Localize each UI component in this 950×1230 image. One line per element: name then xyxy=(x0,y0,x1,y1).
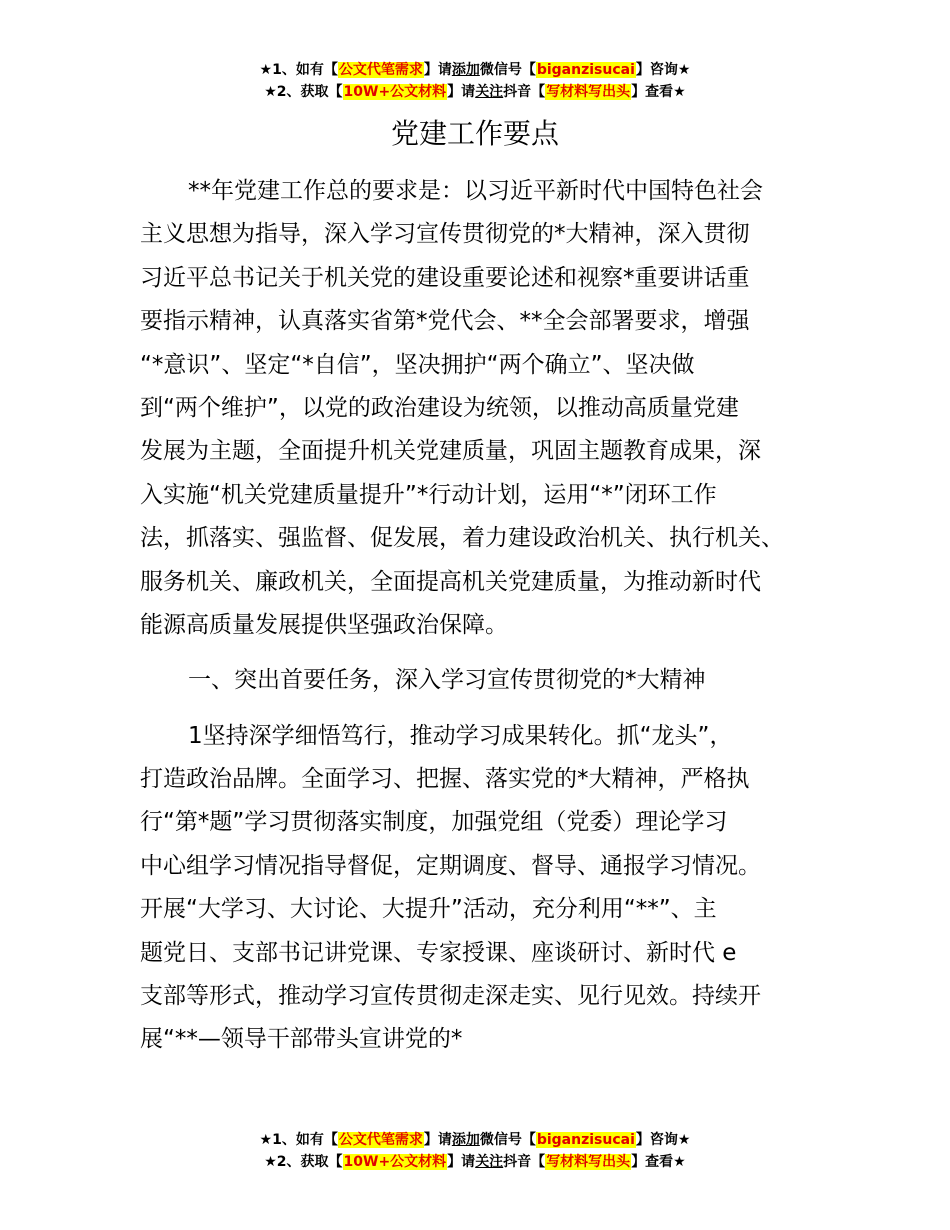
banner-highlight: 写材料写出头 xyxy=(546,1154,631,1170)
banner-line-1: ★1、如有【公文代笔需求】请添加微信号【biganzisucai】咨询★ xyxy=(259,1132,691,1148)
banner-highlight: 公文代笔需求 xyxy=(338,1132,423,1148)
banner-highlight: biganzisucai xyxy=(536,62,635,78)
text-line: “*意识”、坚定“*自信”，坚决拥护“两个确立”、坚决做 xyxy=(140,351,695,378)
text-line: 展“**—领导干部带头宣讲党的* xyxy=(140,1026,463,1053)
text-line: 中心组学习情况指导督促，定期调度、督导、通报学习情况。 xyxy=(140,852,761,879)
header-banner xyxy=(0,59,950,103)
banner-highlight: 公文代笔需求 xyxy=(338,62,423,78)
text-line: 能源高质量发展提供坚强政治保障。 xyxy=(140,611,508,638)
document-body xyxy=(140,170,820,1062)
text-line: 服务机关、廉政机关，全面提高机关党建质量，为推动新时代 xyxy=(140,568,761,595)
banner-highlight: 10W+公文材料 xyxy=(343,1154,447,1170)
text-line: **年党建工作总的要求是：以习近平新时代中国特色社会 xyxy=(188,178,763,204)
heading-line: 一、突出首要任务，深入学习宣传贯彻党的*大精神 xyxy=(188,667,706,694)
section-heading xyxy=(140,659,820,702)
text-line: 要指示精神，认真落实省第*党代会、**全会部署要求，增强 xyxy=(140,308,750,335)
paragraph-item-1 xyxy=(140,715,820,1062)
banner-highlight: biganzisucai xyxy=(536,1132,635,1148)
text-line: 法，抓落实、强监督、促发展，着力建设政治机关、执行机关、 xyxy=(140,525,784,552)
text-line: 题党日、支部书记讲党课、专家授课、座谈研讨、新时代 e xyxy=(140,939,737,966)
text-line: 1坚持深学细悟笃行，推动学习成果转化。抓“龙头”， xyxy=(188,722,733,749)
text-line: 到“两个维护”，以党的政治建设为统领，以推动高质量党建 xyxy=(140,394,739,421)
text-line: 行“第*题”学习贯彻落实制度，加强党组（党委）理论学习 xyxy=(140,809,728,836)
banner-line-2: ★2、获取【10W+公文材料】请关注抖音【写材料写出头】查看★ xyxy=(264,84,686,100)
footer-banner xyxy=(0,1129,950,1173)
text-line: 打造政治品牌。全面学习、把握、落实党的*大精神，严格执 xyxy=(140,766,750,793)
banner-line-2: ★2、获取【10W+公文材料】请关注抖音【写材料写出头】查看★ xyxy=(264,1154,686,1170)
text-line: 支部等形式，推动学习宣传贯彻走深走实、见行见效。持续开 xyxy=(140,983,761,1010)
text-line: 发展为主题，全面提升机关党建质量，巩固主题教育成果，深 xyxy=(140,438,761,465)
text-line: 主义思想为指导，深入学习宣传贯彻党的*大精神，深入贯彻 xyxy=(140,221,750,248)
banner-line-1: ★1、如有【公文代笔需求】请添加微信号【biganzisucai】咨询★ xyxy=(259,62,691,78)
text-line: 开展“大学习、大讨论、大提升”活动，充分利用“**”、主 xyxy=(140,896,717,923)
paragraph-intro xyxy=(140,170,820,647)
banner-highlight: 写材料写出头 xyxy=(546,84,631,100)
banner-highlight: 10W+公文材料 xyxy=(343,84,447,100)
text-line: 习近平总书记关于机关党的建设重要论述和视察*重要讲话重 xyxy=(140,264,750,291)
text-line: 入实施“机关党建质量提升”*行动计划，运用“*”闭环工作 xyxy=(140,481,717,508)
document-title: 党建工作要点 xyxy=(390,117,559,150)
